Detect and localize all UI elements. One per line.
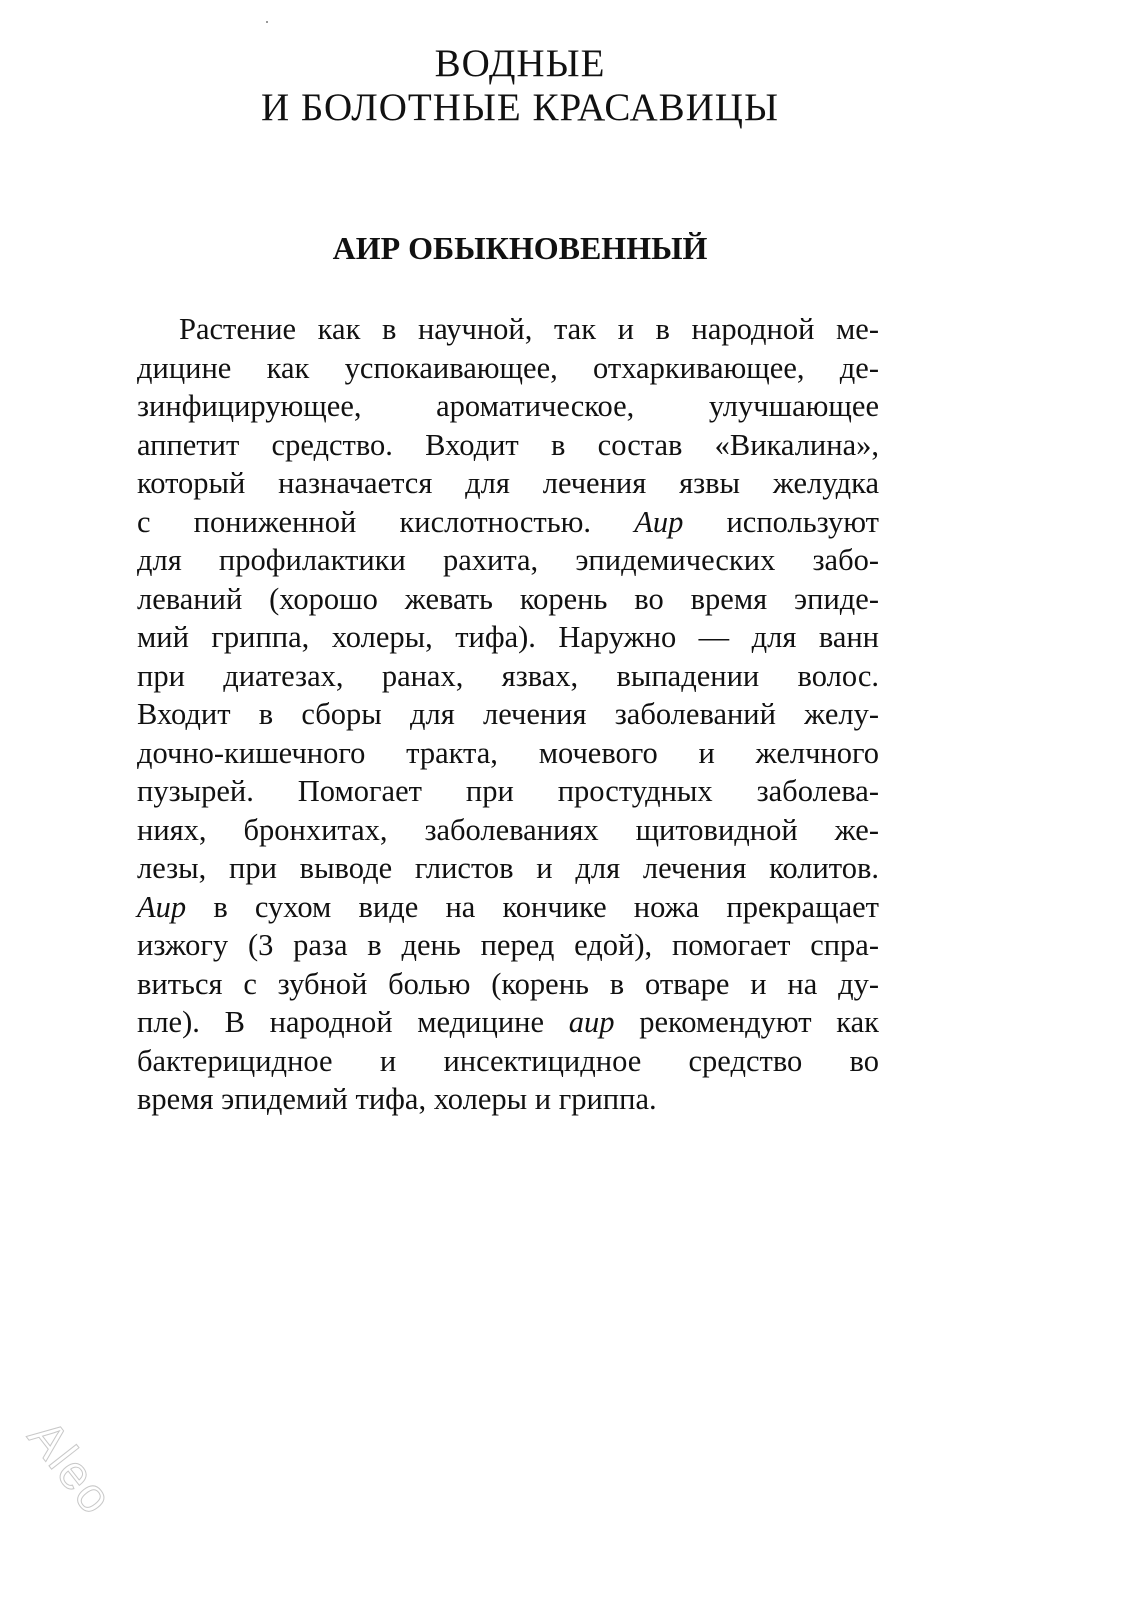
text-segment: леваний (хорошо жевать корень во время эпиде- [137,581,879,616]
text-segment: Растение как в научной, так и в народной ме- [179,312,879,346]
section-title-line-1: ВОДНЫЕ [434,42,606,85]
body-line [137,580,879,619]
body-line [137,1080,879,1119]
text-segment: дицине как успокаивающее, отхаркивающее, де- [137,350,879,385]
body-line [137,387,879,426]
body-line [137,811,879,850]
text-segment: дочно-кишечного тракта, мочевого и желчного [137,735,879,770]
italic-term: аир [568,1005,615,1039]
text-segment: бактерицидное и инсектицидное средство во [137,1043,879,1078]
body-line [137,888,879,927]
body-line [137,849,879,888]
text-segment: виться с зубной болью (корень в отваре и на ду- [137,966,879,1001]
watermark: Aleo [17,1410,124,1526]
text-segment: Входит в сборы для лечения заболеваний желу- [137,697,879,731]
body-line [137,618,879,657]
article-body [137,310,879,1119]
body-line [137,464,879,503]
body-line [137,772,879,811]
body-line [137,926,879,965]
text-segment: пузырей. Помогает при простудных заболева- [137,774,879,808]
body-line [137,541,879,580]
text-segment: рекомендуют как [614,1005,879,1039]
text-segment: лезы, при выводе глистов и для лечения колитов. [137,851,879,885]
body-line [137,503,879,542]
body-line [137,965,879,1004]
text-segment: для профилактики рахита, эпидемических забо- [137,543,879,577]
text-segment: аппетит средство. Входит в состав «Викалина», [137,427,879,462]
italic-term: Аир [137,889,187,924]
body-line [137,310,879,349]
text-segment: при диатезах, ранах, язвах, выпадении волос. [137,658,879,693]
body-line [137,734,879,773]
body-line [137,695,879,734]
text-segment: с пониженной кислотностью. [137,504,635,539]
text-segment: используют [683,504,879,539]
body-line [137,657,879,696]
text-segment: ниях, бронхитах, заболеваниях щитовидной же- [137,812,879,847]
body-line [137,1003,879,1042]
scan-speck [266,21,268,23]
body-line [137,426,879,465]
section-title [0,42,1040,130]
text-segment: который назначается для лечения язвы желудка [137,466,879,500]
body-line [137,349,879,388]
text-segment: пле). В народной медицине [137,1005,569,1039]
body-line [137,1042,879,1081]
italic-term: Аир [634,504,684,539]
text-segment: изжогу (3 раза в день перед едой), помогает спра- [137,928,879,962]
text-segment: в сухом виде на кончике ножа прекращает [186,889,879,924]
text-segment: зинфицирующее, ароматическое, улучшающее [137,389,879,423]
text-segment: время эпидемий тифа, холеры и гриппа. [137,1082,657,1116]
article-title: АИР ОБЫКНОВЕННЫЙ [332,230,708,266]
section-title-line-2: И БОЛОТНЫЕ КРАСАВИЦЫ [261,86,779,129]
text-segment: мий гриппа, холеры, тифа). Наружно — для ванн [137,620,879,654]
